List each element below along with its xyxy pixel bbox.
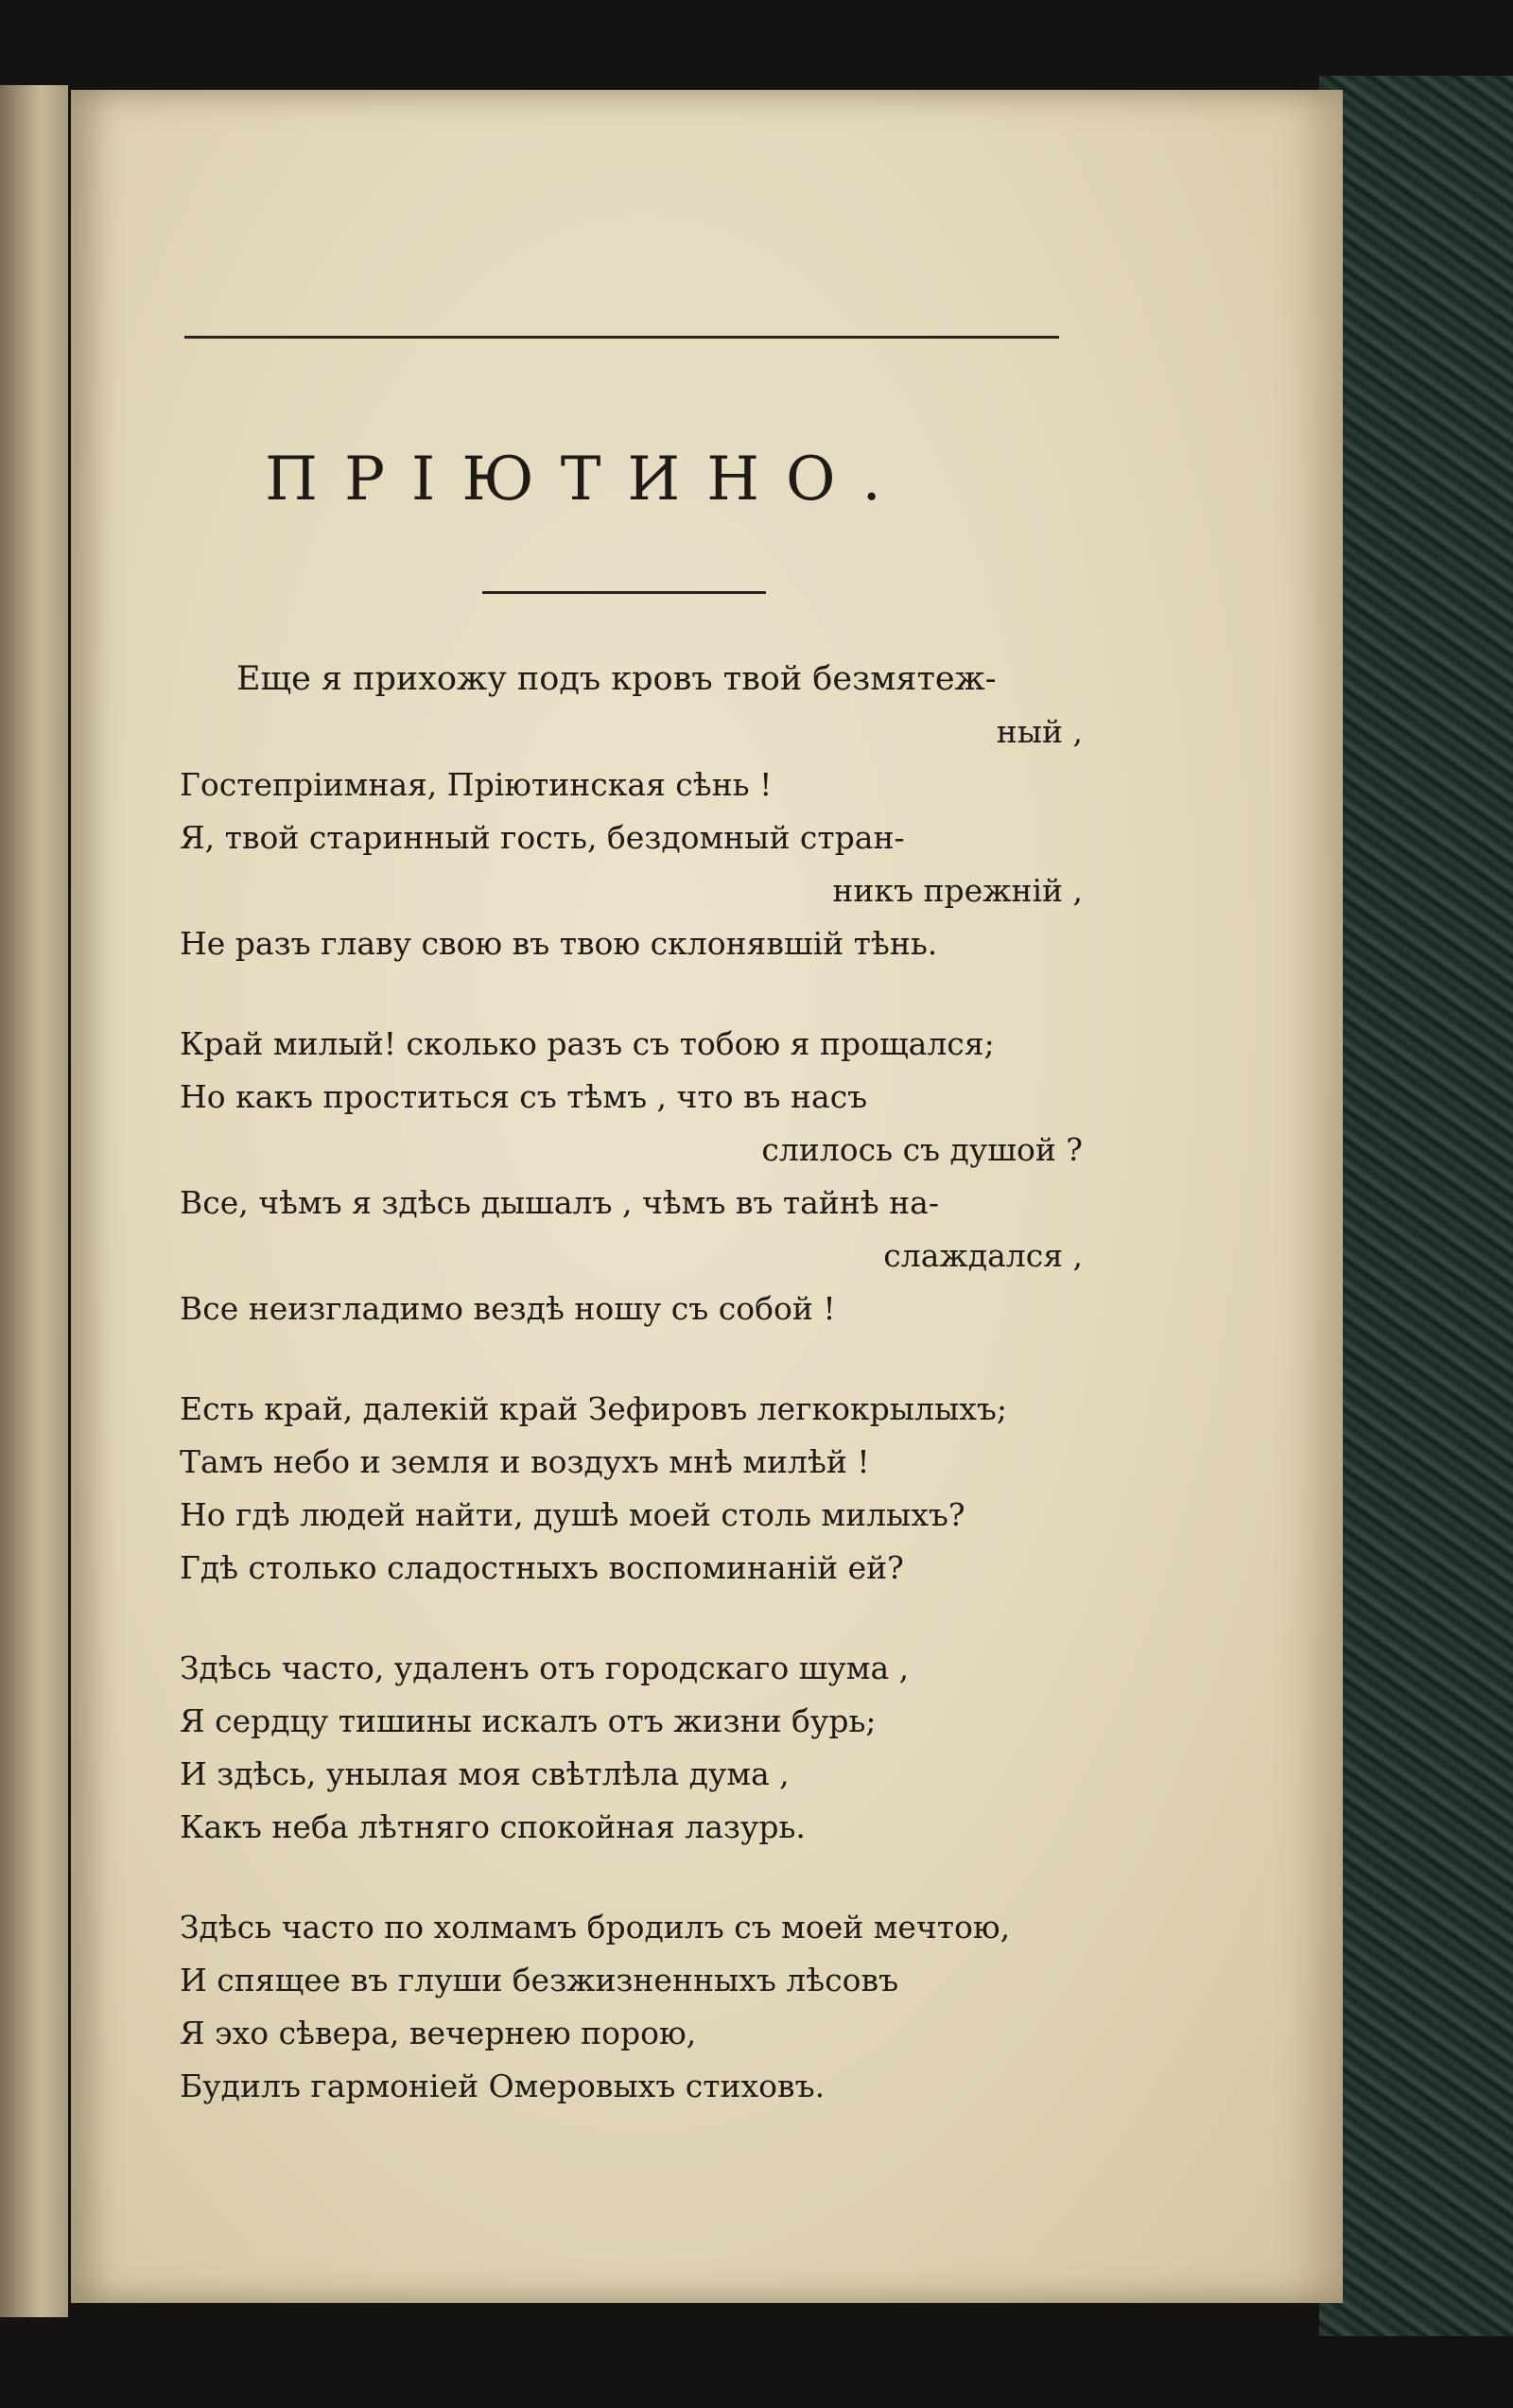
stanza-gap [180, 1335, 1102, 1383]
stanza [180, 1901, 1102, 2113]
poem-line: И спящее въ глуши безжизненныхъ лѣсовъ [180, 1962, 899, 1998]
facing-page-edge [0, 85, 68, 2317]
poem-line: никъ прежній , [832, 872, 1083, 909]
stanza-gap [180, 970, 1102, 1018]
stanza-gap [180, 1854, 1102, 1901]
poem-line: Здѣсь часто по холмамъ бродилъ съ моей мечтою, [180, 1909, 1011, 1946]
poem-line: Все неизгладимо вездѣ ношу съ собой ! [180, 1290, 836, 1327]
header-rule [184, 336, 1059, 339]
poem-title: ПРІЮТИНО. [265, 445, 908, 515]
poem-line: Гдѣ столько сладостныхъ воспоминаній ей? [180, 1549, 904, 1586]
poem-line: Гостепріимная, Пріютинская сѣнь ! [180, 766, 773, 803]
stanza-gap [180, 1595, 1102, 1642]
poem-body [180, 653, 1102, 2113]
poem-line: ный , [996, 713, 1083, 750]
poem-line: Тамъ небо и земля и воздухъ мнѣ милѣй ! [180, 1443, 870, 1480]
poem-line: Здѣсь часто, удаленъ отъ городскаго шума , [180, 1649, 910, 1686]
poem-line: Но какъ проститься съ тѣмъ , что въ насъ [180, 1078, 868, 1115]
poem-line: Все, чѣмъ я здѣсь дышалъ , чѣмъ въ тайнѣ на- [180, 1184, 940, 1221]
stanza [180, 1018, 1102, 1335]
poem-line: Я сердцу тишины искалъ отъ жизни бурь; [180, 1702, 877, 1739]
stanza [180, 1642, 1102, 1854]
stanza [180, 653, 1102, 970]
marbled-cover-board [1319, 76, 1513, 2336]
poem-line: Я, твой старинный гость, бездомный стран- [180, 819, 905, 856]
title-rule [482, 591, 766, 594]
stanza [180, 1383, 1102, 1595]
poem-line: слаждался , [883, 1237, 1083, 1274]
poem-line: Не разъ главу свою въ твою склонявшій тѣнь. [180, 925, 938, 962]
poem-line: слилось съ душой ? [761, 1131, 1083, 1168]
poem-line: Край милый! сколько разъ съ тобою я прощался; [180, 1025, 995, 1062]
poem-line: Еще я прихожу подъ кровъ твой безмятеж- [236, 660, 997, 698]
poem-line: Будилъ гармоніей Омеровыхъ стиховъ. [180, 2068, 826, 2104]
poem-line: Есть край, далекій край Зефировъ легкокрылыхъ; [180, 1390, 1007, 1427]
poem-line: Но гдѣ людей найти, душѣ моей столь милыхъ? [180, 1496, 965, 1533]
poem-line: Какъ неба лѣтняго спокойная лазурь. [180, 1808, 806, 1845]
poem-line: Я эхо сѣвера, вечернею порою, [180, 2015, 697, 2051]
poem-line: И здѣсь, унылая моя свѣтлѣла дума , [180, 1755, 790, 1792]
